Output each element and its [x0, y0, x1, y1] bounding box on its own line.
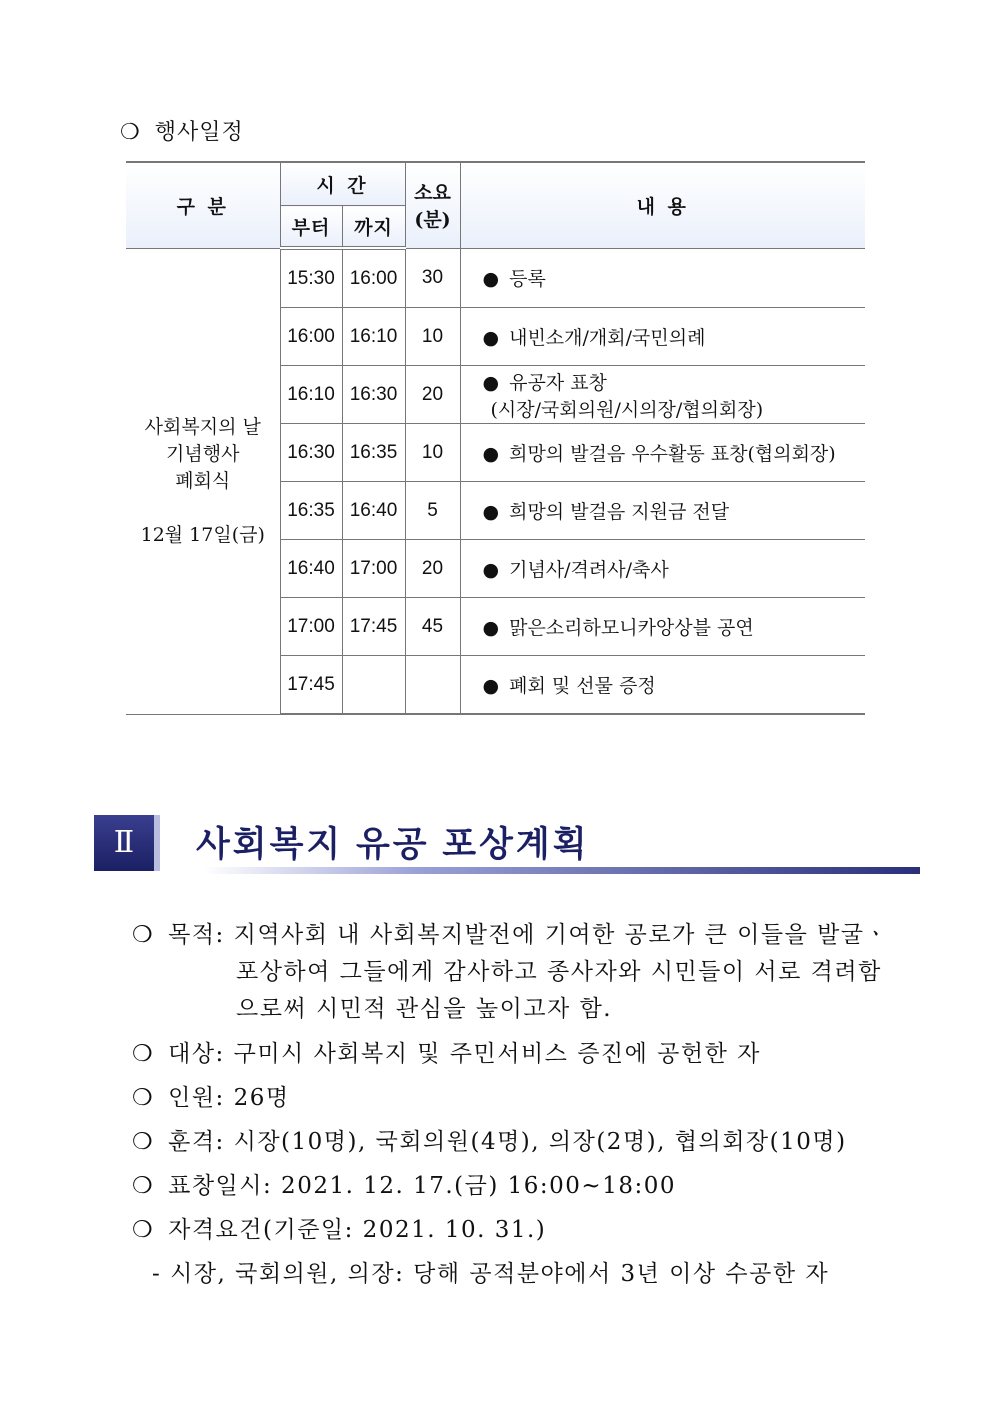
- schedule-table: [126, 161, 865, 715]
- header-content: 내 용: [460, 162, 865, 248]
- count-item: [132, 1079, 290, 1112]
- content-text: 유공자 표창: [509, 371, 607, 394]
- circle-outline-icon: ❍: [132, 1041, 155, 1067]
- to-cell: 16:40: [342, 482, 405, 540]
- duration-cell: 10: [405, 424, 460, 482]
- to-cell: 17:00: [342, 540, 405, 598]
- section-header: [94, 815, 920, 875]
- date-item: [132, 1167, 676, 1200]
- header-time: 시 간: [280, 162, 405, 206]
- schedule-heading-text: 행사일정: [154, 120, 244, 145]
- content-text: 기념사/격려사/축사: [509, 559, 669, 581]
- filled-dot-icon: ●: [482, 617, 500, 639]
- qualification-text: 자격요건(기준일: 2021. 10. 31.): [168, 1217, 547, 1243]
- date-text: 표창일시: 2021. 12. 17.(금) 16:00~18:00: [168, 1173, 676, 1199]
- duration-cell: 20: [405, 540, 460, 598]
- circle-outline-icon: ❍: [132, 1129, 155, 1155]
- circle-outline-icon: ❍: [132, 1173, 155, 1199]
- from-cell: 16:00: [280, 308, 342, 366]
- from-cell: 17:45: [280, 656, 342, 715]
- category-line: 12월 17일(금): [140, 523, 265, 546]
- target-item: [132, 1035, 761, 1068]
- header-from: 부터: [280, 206, 342, 249]
- to-cell: 16:35: [342, 424, 405, 482]
- category-line: 폐회식: [175, 469, 231, 492]
- award-text: 훈격: 시장(10명), 국회의원(4명), 의장(2명), 협의회장(10명): [168, 1129, 847, 1155]
- header-to: 까지: [342, 206, 405, 249]
- purpose-continuation: 포상하여 그들에게 감사하고 종사자와 시민들이 서로 격려함: [236, 959, 882, 985]
- category-cell: [126, 248, 280, 714]
- to-cell: [342, 656, 405, 715]
- content-cell: [460, 366, 865, 424]
- filled-dot-icon: ●: [482, 268, 500, 291]
- section-underline: [204, 867, 920, 874]
- qualification-detail: - 시장, 국회의원, 의장: 당해 공적분야에서 3년 이상 수공한 자: [152, 1261, 830, 1287]
- content-text: 폐회 및 선물 증정: [509, 675, 656, 697]
- category-line: 기념행사: [166, 442, 240, 465]
- duration-cell: [405, 656, 460, 715]
- category-line: 사회복지의 날: [144, 415, 261, 438]
- qualification-item: [132, 1211, 546, 1244]
- content-text: 맑은소리하모니카앙상블 공연: [509, 617, 754, 639]
- to-cell: 17:45: [342, 598, 405, 656]
- content-subtext: (시장/국회의원/시의장/협의회장): [490, 398, 764, 421]
- duration-cell: 30: [405, 248, 460, 308]
- circle-outline-icon: ❍: [120, 120, 141, 145]
- section-title: 사회복지 유공 포상계획: [196, 825, 590, 864]
- table-header-row: [126, 162, 865, 206]
- header-duration: 소요 (분): [405, 162, 460, 248]
- filled-dot-icon: ●: [482, 443, 500, 465]
- filled-dot-icon: ●: [482, 559, 500, 581]
- from-cell: 15:30: [280, 248, 342, 308]
- table-row: [126, 248, 865, 308]
- award-item: [132, 1123, 847, 1156]
- duration-cell: 45: [405, 598, 460, 656]
- schedule-heading: [120, 115, 244, 146]
- category-line: [126, 495, 280, 522]
- from-cell: 16:40: [280, 540, 342, 598]
- to-cell: 16:30: [342, 366, 405, 424]
- to-cell: 16:00: [342, 248, 405, 308]
- from-cell: 16:35: [280, 482, 342, 540]
- circle-outline-icon: ❍: [132, 1217, 155, 1243]
- content-cell: [460, 656, 865, 715]
- content-cell: [460, 540, 865, 598]
- circle-outline-icon: ❍: [132, 1085, 155, 1111]
- section-number: Ⅱ: [94, 815, 160, 871]
- content-text: 희망의 발걸음 지원금 전달: [509, 501, 730, 523]
- count-text: 인원: 26명: [168, 1085, 290, 1111]
- duration-cell: 10: [405, 308, 460, 366]
- purpose-item: [132, 916, 888, 949]
- content-cell: [460, 598, 865, 656]
- to-cell: 16:10: [342, 308, 405, 366]
- filled-dot-icon: ●: [482, 675, 500, 697]
- duration-cell: 20: [405, 366, 460, 424]
- content-text: 등록: [509, 268, 546, 291]
- content-cell: [460, 424, 865, 482]
- from-cell: 17:00: [280, 598, 342, 656]
- content-cell: [460, 482, 865, 540]
- content-cell: [460, 308, 865, 366]
- content-cell: [460, 248, 865, 308]
- purpose-text: 목적: 지역사회 내 사회복지발전에 기여한 공로가 큰 이들을 발굴ㆍ: [168, 922, 889, 948]
- circle-outline-icon: ❍: [132, 922, 155, 948]
- filled-dot-icon: ●: [482, 327, 500, 349]
- filled-dot-icon: ●: [482, 371, 500, 394]
- duration-cell: 5: [405, 482, 460, 540]
- target-text: 대상: 구미시 사회복지 및 주민서비스 증진에 공헌한 자: [168, 1041, 761, 1067]
- from-cell: 16:30: [280, 424, 342, 482]
- header-category: 구 분: [126, 162, 280, 248]
- purpose-continuation: 으로써 시민적 관심을 높이고자 함.: [236, 996, 613, 1022]
- from-cell: 16:10: [280, 366, 342, 424]
- content-text: 희망의 발걸음 우수활동 표창(협의회장): [509, 443, 836, 465]
- content-text: 내빈소개/개회/국민의례: [509, 327, 706, 349]
- filled-dot-icon: ●: [482, 501, 500, 523]
